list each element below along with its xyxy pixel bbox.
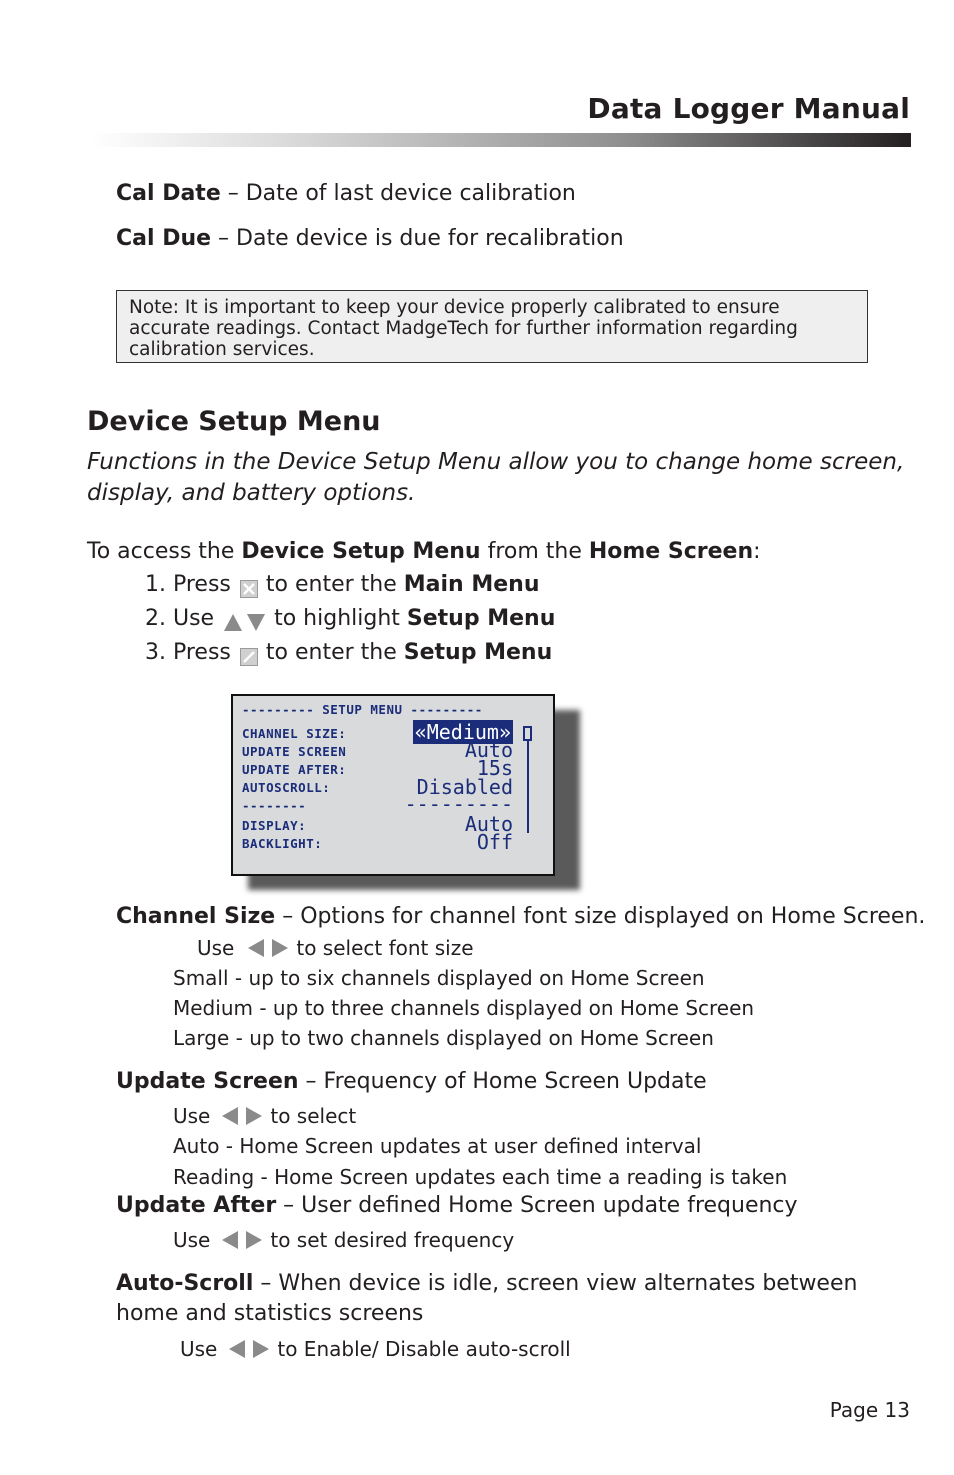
left-arrow-icon [222, 1231, 238, 1249]
update-after-use-hint [173, 1228, 514, 1252]
channel-size-heading [116, 904, 925, 929]
hint-text: to Enable/ Disable auto-scroll [277, 1337, 571, 1361]
access-step-1 [145, 572, 540, 597]
term-desc: – When device is idle, screen view alternates between [253, 1271, 858, 1296]
check-button-icon [240, 647, 258, 665]
channel-size-option-small: Small - up to six channels displayed on Home Screen [173, 966, 705, 990]
term-desc: – User defined Home Screen update frequency [276, 1193, 798, 1218]
lcd-scrollbar-track [527, 741, 529, 833]
term: Channel Size [116, 904, 276, 929]
intro-text: : [753, 539, 761, 564]
step-target: Main Menu [403, 572, 540, 597]
auto-scroll-desc-line2: home and statistics screens [116, 1301, 424, 1326]
right-arrow-icon [272, 939, 288, 957]
update-screen-option-auto: Auto - Home Screen updates at user defined interval [173, 1134, 702, 1158]
access-step-2 [145, 606, 555, 631]
down-arrow-icon [247, 614, 265, 631]
hint-text: Use [173, 1104, 211, 1128]
term: Auto-Scroll [116, 1271, 254, 1296]
section-subtitle: Functions in the Device Setup Menu allow you to change home screen, display, and battery options. [87, 449, 905, 506]
header-gradient-rule [90, 133, 911, 147]
hint-text: to set desired frequency [270, 1228, 515, 1252]
setup-menu-lcd-screen [231, 694, 555, 876]
update-screen-option-reading: Reading - Home Screen updates each time a reading is taken [173, 1165, 788, 1189]
right-arrow-icon [246, 1231, 262, 1249]
update-screen-use-hint [173, 1104, 356, 1128]
lcd-value-display: Auto [464, 812, 513, 836]
definition-desc: – Date of last device calibration [220, 181, 576, 206]
right-arrow-icon [246, 1107, 262, 1125]
page-number: Page 13 [829, 1398, 910, 1422]
step-text: 2. Use [145, 606, 215, 631]
lcd-label-autoscroll: AUTOSCROLL: [242, 780, 331, 795]
lcd-value-autoscroll: Disabled [416, 775, 513, 799]
step-target: Setup Menu [406, 606, 556, 631]
lcd-label-channel-size: CHANNEL SIZE: [242, 726, 347, 741]
update-after-heading [116, 1193, 798, 1218]
hint-text: to select [270, 1104, 357, 1128]
definition-cal-due [116, 226, 624, 251]
lcd-title: --------- SETUP MENU --------- [242, 702, 483, 717]
hint-text: Use [173, 1228, 211, 1252]
lcd-scrollbar-thumb [523, 726, 532, 741]
lcd-value-divider: --------- [404, 792, 513, 816]
definition-desc: – Date device is due for recalibration [211, 226, 624, 251]
calibration-note-box [116, 290, 868, 363]
section-title: Device Setup Menu [87, 406, 381, 437]
lcd-label-update-screen: UPDATE SCREEN [242, 744, 347, 759]
step-text: to enter the [265, 572, 404, 597]
right-arrow-icon [253, 1340, 269, 1358]
hint-text: to select font size [296, 936, 474, 960]
left-arrow-icon [248, 939, 264, 957]
definition-term: Cal Date [116, 181, 221, 206]
up-down-arrows-icon [224, 614, 265, 631]
channel-size-option-medium: Medium - up to three channels displayed on Home Screen [173, 996, 755, 1020]
intro-bold: Device Setup Menu [241, 539, 481, 564]
lcd-label-update-after: UPDATE AFTER: [242, 762, 347, 777]
term: Update Screen [116, 1069, 299, 1094]
note-line: Note: It is important to keep your device properly calibrated to ensure [129, 297, 780, 318]
lcd-label-display: DISPLAY: [242, 818, 307, 833]
step-text: to highlight [274, 606, 407, 631]
step-text: to enter the [265, 640, 404, 665]
lcd-value-backlight: Off [476, 830, 513, 854]
lcd-divider: -------- [242, 798, 307, 813]
channel-size-option-large: Large - up to two channels displayed on Home Screen [173, 1026, 714, 1050]
cross-button-icon [240, 579, 258, 597]
note-line: calibration services. [129, 339, 315, 360]
hint-text: Use [197, 936, 235, 960]
access-step-3 [145, 640, 552, 665]
intro-bold: Home Screen [588, 539, 754, 564]
step-text: 1. Press [145, 572, 231, 597]
intro-text: To access the [87, 539, 242, 564]
term: Update After [116, 1193, 277, 1218]
term-desc: – Options for channel font size displayed on Home Screen. [275, 904, 926, 929]
hint-text: Use [180, 1337, 218, 1361]
left-arrow-icon [222, 1107, 238, 1125]
left-arrow-icon [229, 1340, 245, 1358]
up-arrow-icon [224, 614, 242, 631]
definition-cal-date [116, 181, 576, 206]
auto-scroll-use-hint [180, 1337, 571, 1361]
access-intro [87, 539, 761, 564]
lcd-label-backlight: BACKLIGHT: [242, 836, 323, 851]
term-desc: – Frequency of Home Screen Update [298, 1069, 707, 1094]
channel-size-use-hint [197, 936, 474, 960]
lcd-selected-value: «Medium» [414, 720, 511, 744]
update-screen-heading [116, 1069, 707, 1094]
step-target: Setup Menu [403, 640, 553, 665]
note-line: accurate readings. Contact MadgeTech for further information regarding [129, 318, 798, 339]
intro-text: from the [480, 539, 589, 564]
step-text: 3. Press [145, 640, 231, 665]
definition-term: Cal Due [116, 226, 212, 251]
page-header-title: Data Logger Manual [587, 92, 910, 125]
lcd-value-update-after: 15s [476, 756, 513, 780]
auto-scroll-heading [116, 1271, 857, 1296]
lcd-value-update-screen: Auto [464, 738, 513, 762]
